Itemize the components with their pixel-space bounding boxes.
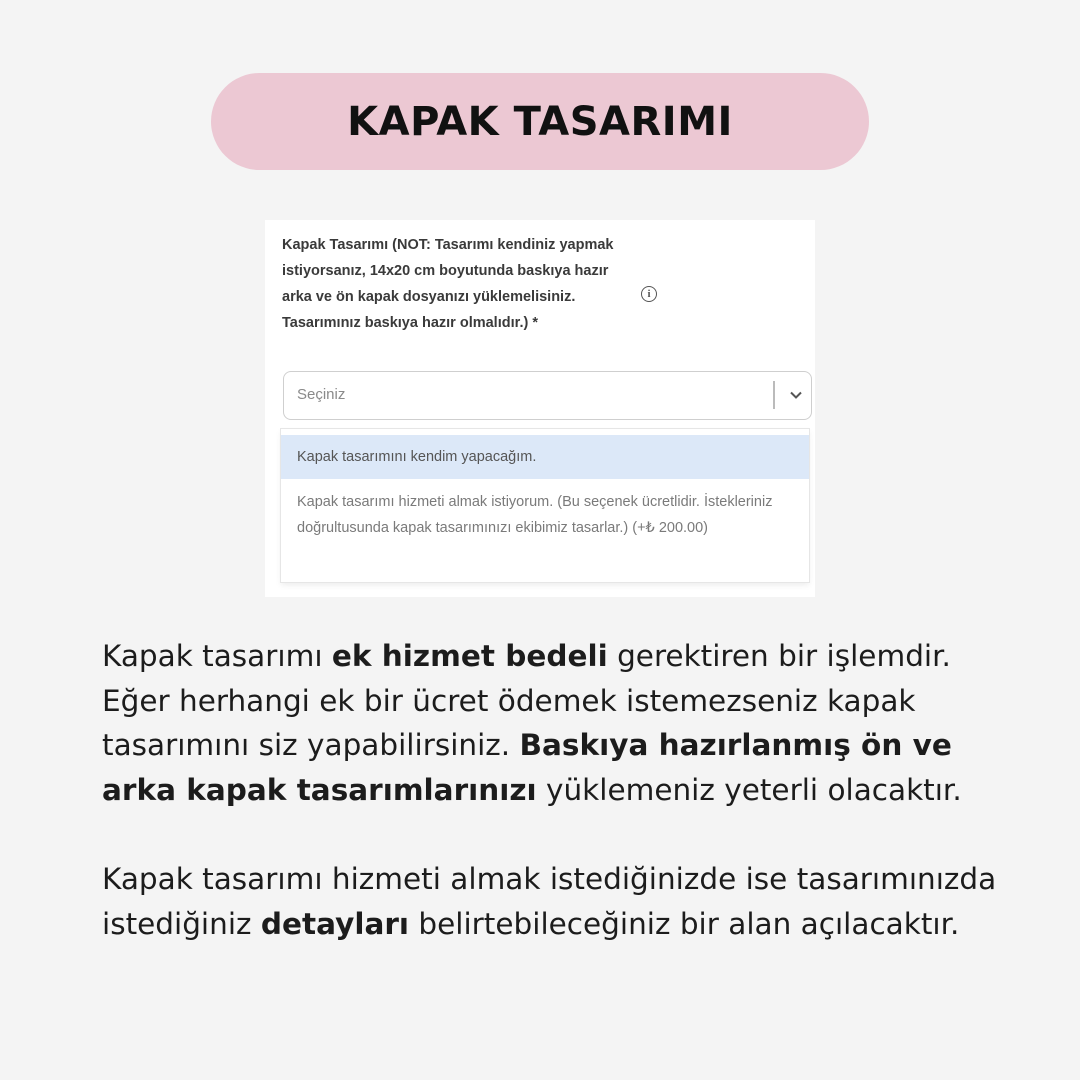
cover-design-field-label: Kapak Tasarımı (NOT: Tasarımı kendiniz yapmak istiyorsanız, 14x20 cm boyutunda baskıya hazır arka ve ön kapak dosyanızı yüklemelisiniz. Tasarımınız baskıya hazır olmalıdır.) * bbox=[282, 237, 614, 331]
page-title: KAPAK TASARIMI bbox=[347, 98, 733, 145]
p2-bold-1: detayları bbox=[260, 906, 410, 941]
p1-bold-1: ek hizmet bedeli bbox=[331, 639, 608, 673]
option-design-service[interactable]: Kapak tasarımı hizmeti almak istiyorum. (Bu seçenek ücretlidir. İstekleriniz doğrultusunda kapak tasarımınızı ekibimiz tasarlar.) (+₺ 200.00) bbox=[297, 494, 773, 536]
option-self-design[interactable]: Kapak tasarımını kendim yapacağım. bbox=[281, 435, 809, 479]
p1-text-1: Kapak tasarımı bbox=[102, 639, 332, 673]
select-separator bbox=[773, 381, 775, 409]
select-dropdown-menu bbox=[281, 429, 809, 582]
info-icon[interactable]: i bbox=[641, 286, 657, 302]
paragraph-service-info bbox=[102, 857, 1002, 946]
chevron-down-icon[interactable] bbox=[789, 388, 803, 402]
title-banner bbox=[211, 73, 869, 170]
select-placeholder: Seçiniz bbox=[297, 386, 346, 403]
form-screenshot bbox=[265, 220, 815, 597]
p2-text-2: belirtebileceğiniz bir alan açılacaktır. bbox=[409, 906, 960, 941]
p1-text-2: gerektiren bir işlemdir. Eğer herhangi ek bir ücret ödemek istemezseniz kapak tasarımını siz yapabilirsiniz. bbox=[102, 639, 951, 762]
p1-text-3: yüklemeniz yeterli olacaktır. bbox=[536, 772, 962, 807]
p1-bold-2: Baskıya hazırlanmış ön ve arka kapak tasarımlarınızı bbox=[102, 728, 952, 807]
p2-text-1: Kapak tasarımı hizmeti almak istediğinizde ise tasarımınızda istediğiniz bbox=[102, 862, 997, 941]
paragraph-cost-info bbox=[102, 634, 1002, 812]
cover-design-select[interactable] bbox=[283, 371, 812, 420]
